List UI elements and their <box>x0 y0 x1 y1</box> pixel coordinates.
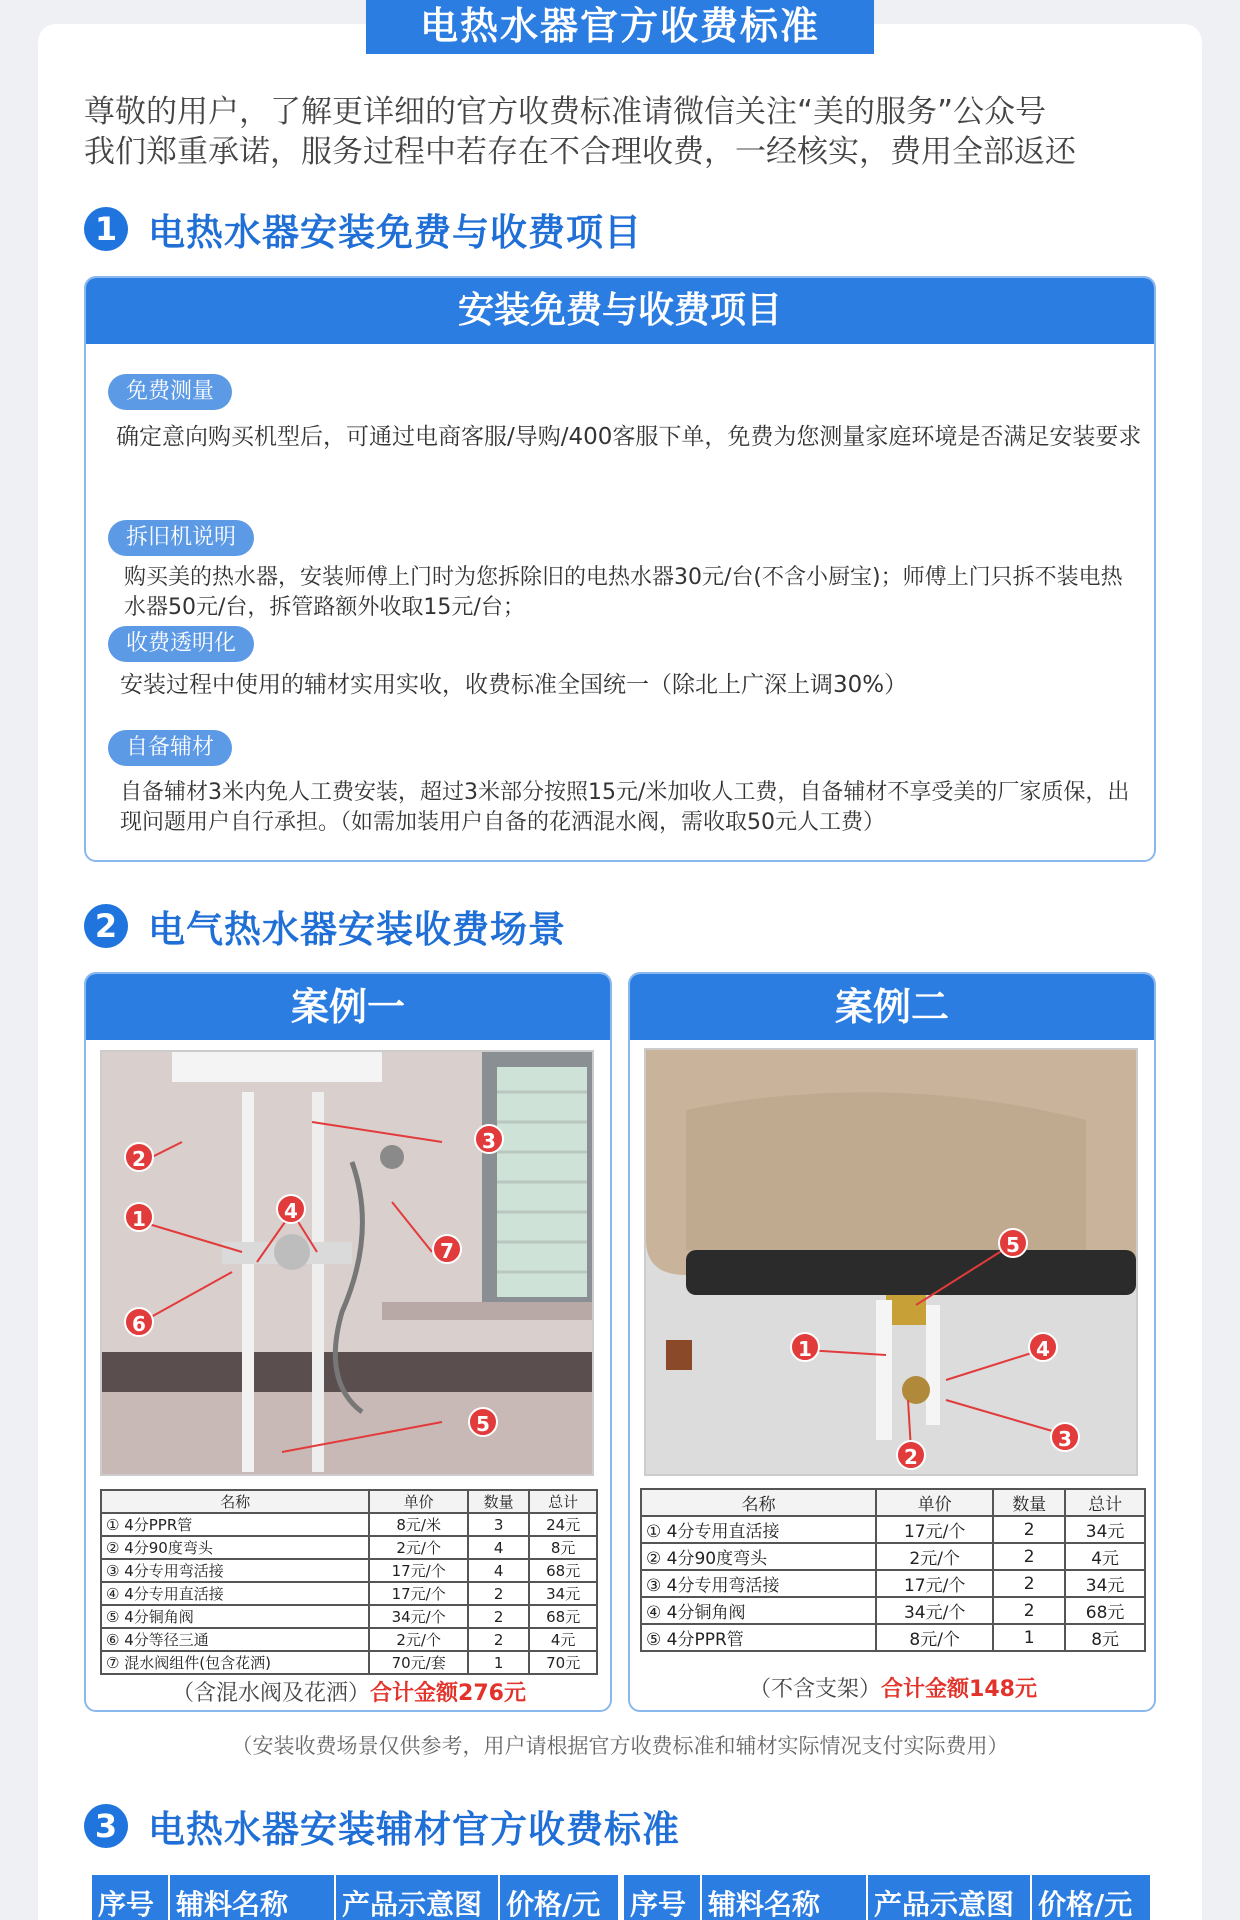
marker-3: 3 <box>1050 1422 1080 1452</box>
materials-table-header-left <box>92 1875 618 1920</box>
table-row <box>641 1570 1145 1597</box>
quantity: 3 <box>468 1513 529 1536</box>
unit-price: 2元/个 <box>369 1536 467 1559</box>
quantity: 2 <box>468 1582 529 1605</box>
intro-line-2: 我们郑重承诺，服务过程中若存在不合理收费，一经核实，费用全部返还 <box>84 134 1076 170</box>
marker-3: 3 <box>474 1124 504 1154</box>
case-2-photo <box>644 1048 1138 1476</box>
tag-old-removal: 拆旧机说明 <box>108 520 254 556</box>
section-1-heading <box>84 205 642 253</box>
item-name: ③ 4分专用弯活接 <box>101 1559 369 1582</box>
table-row <box>101 1651 597 1674</box>
line-total: 68元 <box>529 1559 597 1582</box>
col-material-name: 辅料名称 <box>170 1875 336 1920</box>
col-price: 价格/元 <box>1038 1888 1133 1920</box>
unit-price: 34元/个 <box>876 1597 993 1624</box>
marker-1: 1 <box>124 1202 154 1232</box>
table-row <box>101 1559 597 1582</box>
quantity: 2 <box>993 1516 1065 1543</box>
materials-table-header-right <box>624 1875 1150 1920</box>
unit-price: 17元/个 <box>876 1570 993 1597</box>
water-heater-photo-illustration <box>646 1050 1138 1476</box>
col-name: 名称 <box>641 1489 876 1516</box>
quantity: 2 <box>468 1605 529 1628</box>
col-serial: 序号 <box>92 1875 170 1920</box>
case-2-total-amount: 合计金额148元 <box>881 1677 1037 1702</box>
section-number: 2 <box>84 904 128 948</box>
case-1-total-amount: 合计金额276元 <box>370 1681 526 1706</box>
item-name: ① 4分专用直活接 <box>641 1516 876 1543</box>
unit-price: 17元/个 <box>369 1559 467 1582</box>
quantity: 4 <box>468 1559 529 1582</box>
section-number: 1 <box>84 207 128 251</box>
table-row <box>101 1605 597 1628</box>
quantity: 2 <box>993 1570 1065 1597</box>
unit-price: 2元/个 <box>876 1543 993 1570</box>
item-name: ① 4分PPR管 <box>101 1513 369 1536</box>
table-row <box>641 1543 1145 1570</box>
table-row <box>101 1628 597 1651</box>
table-row <box>641 1624 1145 1651</box>
col-price: 价格/元 <box>506 1888 601 1920</box>
panel-title: 安装免费与收费项目 <box>86 278 1154 344</box>
col-total: 总计 <box>529 1490 597 1513</box>
table-row <box>101 1536 597 1559</box>
tag-transparent-fee: 收费透明化 <box>108 626 254 662</box>
quantity: 2 <box>468 1628 529 1651</box>
case-1-title: 案例一 <box>86 974 610 1040</box>
line-total: 24元 <box>529 1513 597 1536</box>
table-row <box>101 1513 597 1536</box>
tag-free-measure: 免费测量 <box>108 374 232 410</box>
marker-5: 5 <box>998 1228 1028 1258</box>
item-name: ② 4分90度弯头 <box>641 1543 876 1570</box>
case-1-total <box>100 1676 598 1707</box>
line-total: 4元 <box>529 1628 597 1651</box>
case-2-total <box>640 1672 1146 1703</box>
marker-2: 2 <box>896 1440 926 1470</box>
unit-price: 8元/米 <box>369 1513 467 1536</box>
item-name: ② 4分90度弯头 <box>101 1536 369 1559</box>
line-total: 68元 <box>1065 1597 1145 1624</box>
table-row <box>101 1582 597 1605</box>
section-title: 电气热水器安装收费场景 <box>148 908 566 951</box>
bathroom-photo-illustration <box>102 1052 594 1476</box>
transparent-fee-text: 安装过程中使用的辅材实用实收，收费标准全国统一（除北上广深上调30%） <box>120 672 908 698</box>
item-name: ③ 4分专用弯活接 <box>641 1570 876 1597</box>
item-name: ⑤ 4分PPR管 <box>641 1624 876 1651</box>
line-total: 70元 <box>529 1651 597 1674</box>
quantity: 2 <box>993 1543 1065 1570</box>
line-total: 68元 <box>529 1605 597 1628</box>
quantity: 4 <box>468 1536 529 1559</box>
case-2-fee-table <box>640 1488 1146 1652</box>
col-quantity: 数量 <box>993 1489 1065 1516</box>
marker-4: 4 <box>1028 1332 1058 1362</box>
scenario-footnote: （安装收费场景仅供参考，用户请根据官方收费标准和辅材实际情况支付实际费用） <box>231 1734 1009 1758</box>
col-quantity: 数量 <box>468 1490 529 1513</box>
line-total: 34元 <box>1065 1516 1145 1543</box>
unit-price: 70元/套 <box>369 1651 467 1674</box>
case-1-note: （含混水阀及花洒） <box>172 1681 371 1706</box>
table-row <box>641 1516 1145 1543</box>
free-measure-text: 确定意向购买机型后，可通过电商客服/导购/400客服下单，免费为您测量家庭环境是否满足安装要求 <box>116 424 1142 450</box>
case-1-fee-table <box>100 1489 598 1675</box>
marker-2: 2 <box>124 1142 154 1172</box>
col-product-image: 产品示意图 <box>336 1875 500 1920</box>
own-materials-text: 自备辅材3米内免人工费安装，超过3米部分按照15元/米加收人工费，自备辅材不享受美的厂家质保，出现问题用户自行承担。（如需加装用户自备的花洒混水阀，需收取50元人工费） <box>120 780 1130 835</box>
item-name: ⑥ 4分等径三通 <box>101 1628 369 1651</box>
page-title: 电热水器官方收费标准 <box>366 0 874 54</box>
line-total: 4元 <box>1065 1543 1145 1570</box>
unit-price: 17元/个 <box>876 1516 993 1543</box>
item-name: ④ 4分铜角阀 <box>641 1597 876 1624</box>
col-name: 名称 <box>101 1490 369 1513</box>
item-name: ⑦ 混水阀组件(包含花洒) <box>101 1651 369 1674</box>
item-name: ⑤ 4分铜角阀 <box>101 1605 369 1628</box>
unit-price: 2元/个 <box>369 1628 467 1651</box>
unit-price: 34元/个 <box>369 1605 467 1628</box>
section-title: 电热水器安装免费与收费项目 <box>148 211 642 254</box>
section-3-heading <box>84 1802 680 1850</box>
col-unit-price: 单价 <box>369 1490 467 1513</box>
intro-text <box>84 92 1164 172</box>
col-material-name: 辅料名称 <box>702 1875 868 1920</box>
old-removal-text: 购买美的热水器，安装师傅上门时为您拆除旧的电热水器30元/台(不含小厨宝)；师傅上门只拆不装电热水器50元/台，拆管路额外收取15元/台； <box>124 565 1123 620</box>
col-serial: 序号 <box>624 1875 702 1920</box>
unit-price: 17元/个 <box>369 1582 467 1605</box>
col-unit-price: 单价 <box>876 1489 993 1516</box>
section-title: 电热水器安装辅材官方收费标准 <box>148 1808 680 1851</box>
line-total: 8元 <box>1065 1624 1145 1651</box>
line-total: 34元 <box>529 1582 597 1605</box>
line-total: 34元 <box>1065 1570 1145 1597</box>
item-name: ④ 4分专用直活接 <box>101 1582 369 1605</box>
marker-1: 1 <box>790 1332 820 1362</box>
case-2-title: 案例二 <box>630 974 1154 1040</box>
case-1-photo <box>100 1050 594 1476</box>
case-2-note: （不含支架） <box>749 1677 882 1702</box>
col-product-image: 产品示意图 <box>868 1875 1032 1920</box>
marker-4: 4 <box>276 1194 306 1224</box>
tag-own-materials: 自备辅材 <box>108 730 232 766</box>
line-total: 8元 <box>529 1536 597 1559</box>
quantity: 2 <box>993 1597 1065 1624</box>
quantity: 1 <box>993 1624 1065 1651</box>
section-number: 3 <box>84 1804 128 1848</box>
col-total: 总计 <box>1065 1489 1145 1516</box>
marker-5: 5 <box>468 1407 498 1437</box>
marker-7: 7 <box>432 1234 462 1264</box>
section-2-heading <box>84 902 566 950</box>
quantity: 1 <box>468 1651 529 1674</box>
intro-line-1: 尊敬的用户，了解更详细的官方收费标准请微信关注“美的服务”公众号 <box>84 94 1047 130</box>
unit-price: 8元/个 <box>876 1624 993 1651</box>
marker-6: 6 <box>124 1307 154 1337</box>
table-row <box>641 1597 1145 1624</box>
